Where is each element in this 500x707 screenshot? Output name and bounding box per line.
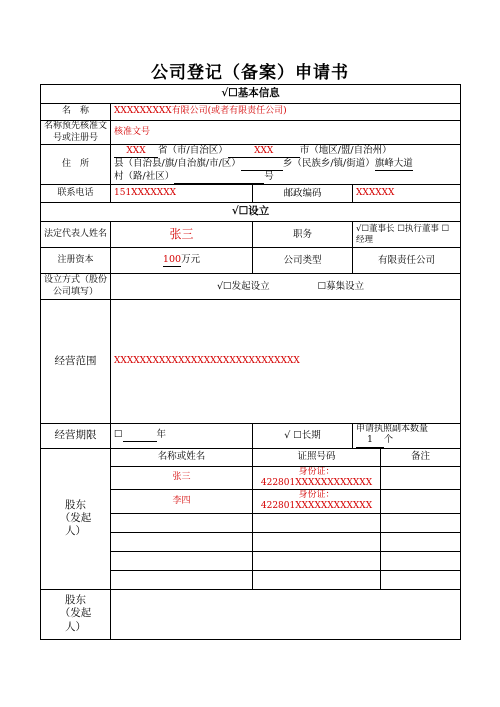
- business-scope-value: XXXXXXXXXXXXXXXXXXXXXXXXXXXXX: [111, 300, 461, 424]
- shareholder-name: [111, 532, 253, 551]
- license-copies-unit: 个: [384, 435, 394, 446]
- term-long-option: √ ☐长期: [253, 424, 353, 449]
- shareholder-name: [111, 513, 253, 532]
- shareholder-id: [253, 570, 381, 589]
- address-number-suffix: 号: [264, 171, 274, 183]
- company-type-label: 公司类型: [253, 248, 353, 274]
- shareholder-id: 身份证：422801XXXXXXXXXXXX: [253, 466, 381, 490]
- position-label: 职务: [253, 222, 353, 248]
- shareholder-id: [253, 551, 381, 570]
- shareholder-name: 李四: [111, 490, 253, 514]
- address-label: 住 所: [41, 145, 111, 185]
- company-type-value: 有限责任公司: [353, 248, 461, 274]
- address-city-suffix: 市（地区/盟/自治州）: [299, 145, 392, 156]
- license-copies-label: 申请执照副本数量: [356, 424, 429, 434]
- shareholder-note: [381, 466, 461, 490]
- shareholder-note: [381, 570, 461, 589]
- legal-rep-value: 张三: [111, 222, 253, 248]
- shareholder-id: [253, 532, 381, 551]
- shareholder-name: [111, 570, 253, 589]
- col-header-note: 备注: [381, 448, 461, 466]
- approval-number-value: 核准文号: [111, 121, 461, 145]
- shareholder-note: [381, 490, 461, 514]
- col-header-name: 名称或姓名: [111, 448, 253, 466]
- setup-method-options: [111, 274, 461, 300]
- term-years-blank: [123, 429, 157, 442]
- method-subscription-option: ☐募集设立: [317, 280, 365, 292]
- capital-unit: 万元: [181, 254, 201, 266]
- setup-method-label: 设立方式（股份公司填写）: [41, 274, 111, 300]
- address-province: XXX: [114, 146, 158, 158]
- business-scope-label: 经营范围: [41, 300, 111, 424]
- address-town-suffix: 乡（民族乡/镇/街道）: [282, 158, 375, 170]
- legal-rep-label: 法定代表人姓名: [41, 222, 111, 248]
- shareholder-id: 身份证：422801XXXXXXXXXXXX: [253, 490, 381, 514]
- company-name-value: XXXXXXXXX有限公司(或者有限责任公司): [111, 104, 461, 121]
- address-county-suffix: 县（自治县/旗/自治旗/市/区）: [114, 158, 241, 170]
- phone-value: 151XXXXXXX: [111, 185, 253, 203]
- shareholder-note: [381, 513, 461, 532]
- shareholders-label-1: 股东（发起人）: [41, 448, 111, 589]
- shareholder-name: 张三: [111, 466, 253, 490]
- term-years-checkbox: ☐: [114, 429, 123, 441]
- document-title: 公司登记（备案）申请书: [151, 63, 349, 83]
- shareholders-continued-blank: [111, 589, 461, 639]
- capital-label: 注册资本: [41, 248, 111, 274]
- license-copies-value: 1: [356, 435, 384, 447]
- shareholder-note: [381, 532, 461, 551]
- shareholder-name: [111, 551, 253, 570]
- address-village-suffix: 村（路/社区）: [114, 171, 175, 183]
- approval-number-label: 名称预先核准文号或注册号: [41, 121, 111, 145]
- col-header-id: 证照号码: [253, 448, 381, 466]
- phone-label: 联系电话: [41, 185, 111, 203]
- address-province-suffix: 省（市/自治区）: [158, 145, 228, 156]
- shareholder-id: [253, 513, 381, 532]
- address-town-blank: [241, 158, 283, 171]
- postcode-value: XXXXXX: [353, 185, 461, 203]
- section-basic-info: √☐基本信息: [41, 85, 461, 104]
- capital-value-cell: [111, 248, 253, 274]
- registration-form-table: [40, 84, 461, 640]
- address-value: [111, 145, 461, 185]
- company-name-label: 名 称: [41, 104, 111, 121]
- term-years-unit: 年: [156, 429, 167, 441]
- address-number-blank: [174, 171, 264, 184]
- section-setup: √☐设立: [41, 203, 461, 222]
- license-copies-cell: [353, 424, 461, 449]
- capital-amount: 100: [162, 254, 182, 266]
- postcode-label: 邮政编码: [253, 185, 353, 203]
- shareholder-note: [381, 551, 461, 570]
- address-city: XXX: [228, 146, 300, 158]
- business-term-years: [111, 424, 253, 449]
- address-town-value: 旗峰大道: [374, 158, 413, 170]
- method-promotion-option: √☐发起设立: [217, 280, 270, 292]
- business-term-label: 经营期限: [41, 424, 111, 449]
- position-options: √☐董事长 ☐执行董事 ☐经理: [353, 222, 461, 248]
- shareholders-label-2: 股东（发起人）: [41, 589, 111, 639]
